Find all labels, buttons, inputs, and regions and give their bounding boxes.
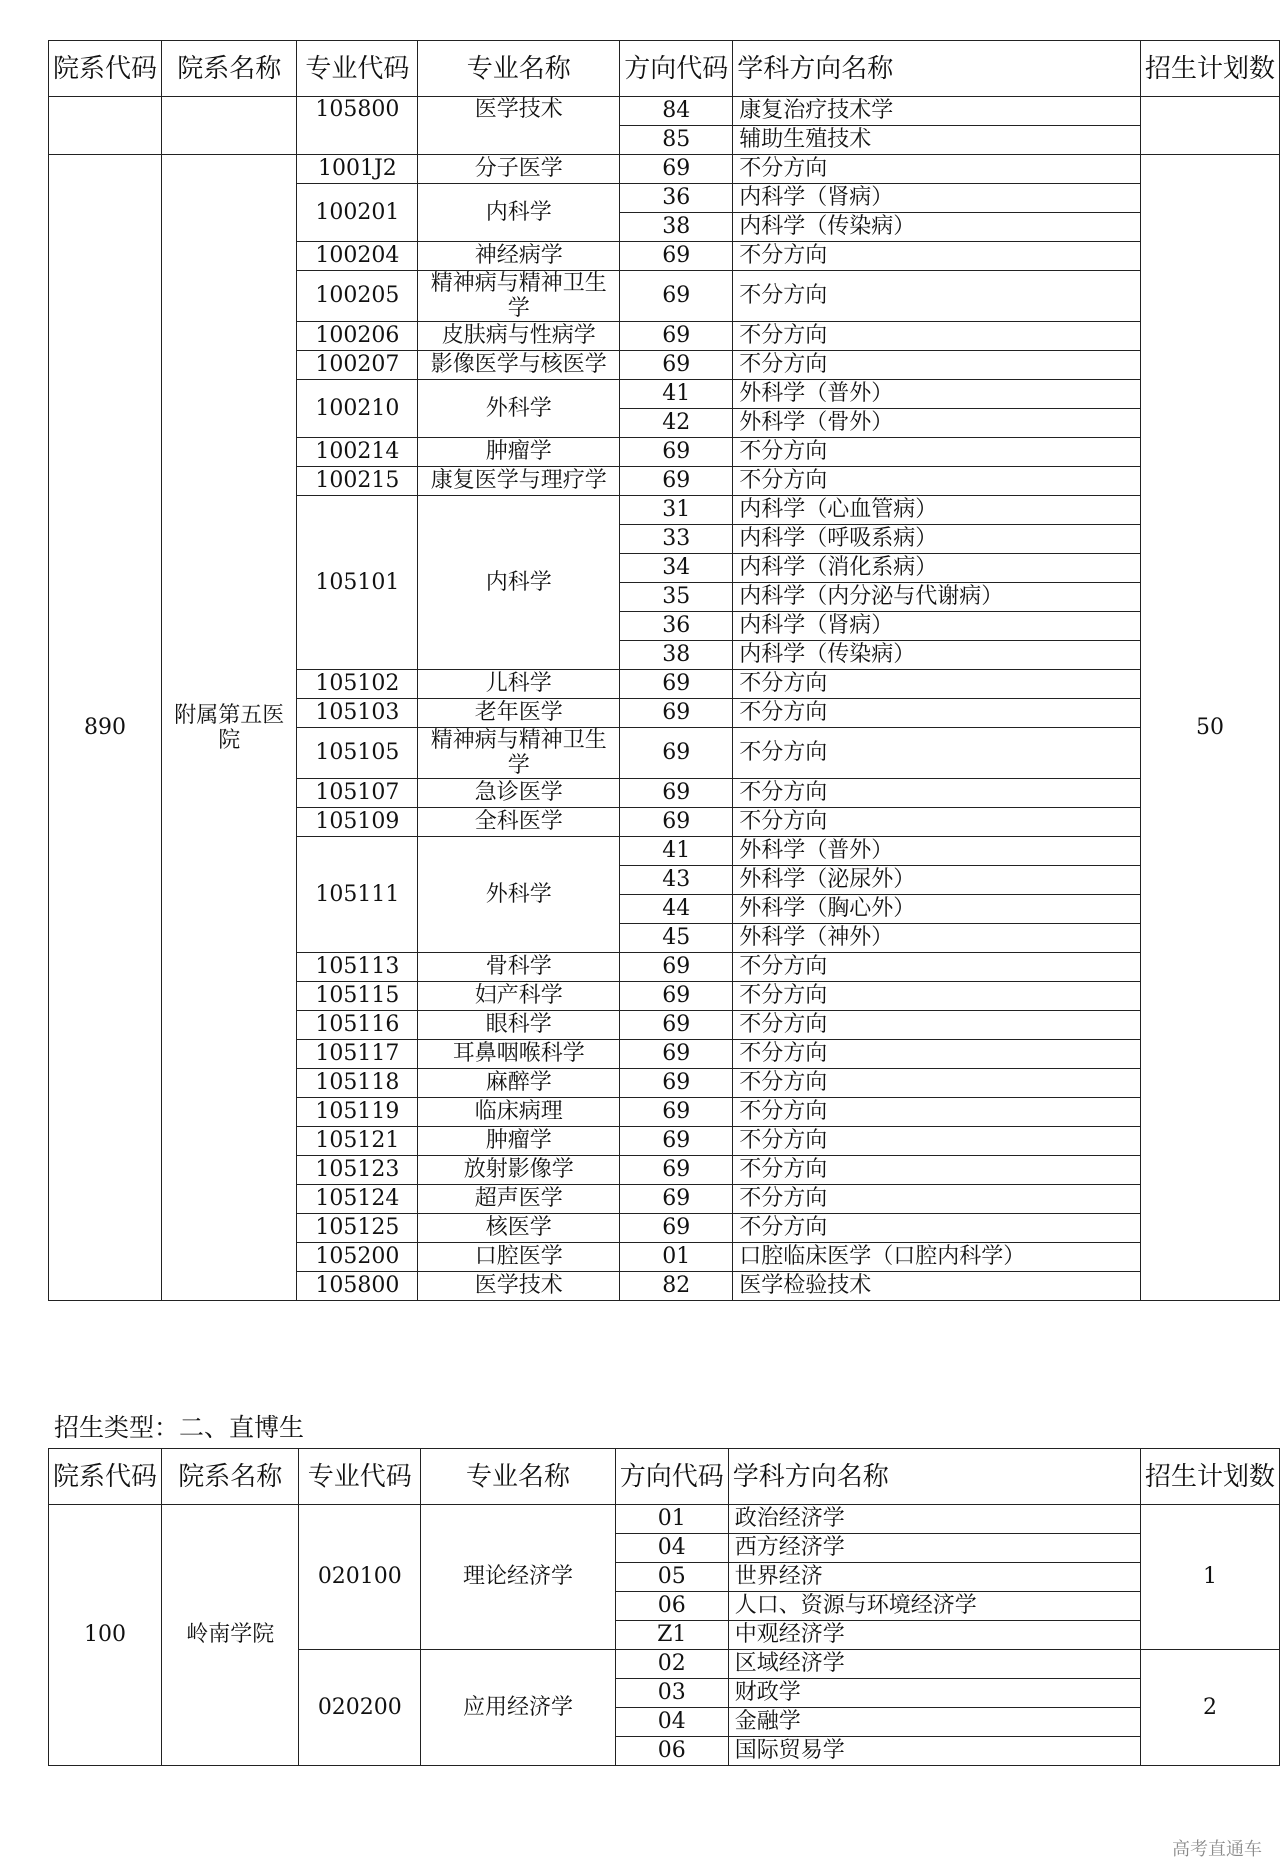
major-name: 急诊医学: [418, 779, 620, 808]
major-name: 皮肤病与性病学: [418, 322, 620, 351]
dir-name: 内科学（传染病）: [733, 641, 1141, 670]
dir-code: 69: [620, 1011, 733, 1040]
header-major-code: 专业代码: [297, 41, 418, 97]
major-code: 105124: [297, 1185, 418, 1214]
major-code: 100215: [297, 467, 418, 496]
table-header-row: [49, 1449, 1280, 1505]
dir-name: 外科学（普外）: [733, 380, 1141, 409]
major-code: 100205: [297, 271, 418, 322]
dir-name: 不分方向: [733, 1040, 1141, 1069]
major-code: 105117: [297, 1040, 418, 1069]
major-name: 肿瘤学: [418, 438, 620, 467]
major-name: 医学技术: [474, 96, 563, 122]
dir-name: 不分方向: [733, 728, 1141, 779]
dir-code: 02: [615, 1650, 728, 1679]
major-name: 老年医学: [418, 699, 620, 728]
major-name: 外科学: [418, 837, 620, 953]
major-name: 内科学: [418, 184, 620, 242]
major-name: 肿瘤学: [418, 1127, 620, 1156]
major-code: 100210: [297, 380, 418, 438]
dir-code: 69: [620, 322, 733, 351]
dir-code: 45: [620, 924, 733, 953]
major-name: 内科学: [418, 496, 620, 670]
major-name: 麻醉学: [418, 1069, 620, 1098]
cont-major-name: [418, 97, 620, 155]
dir-code: 69: [620, 1185, 733, 1214]
page-bottom-margin: [0, 1782, 1280, 1873]
header-dir-code: 方向代码: [615, 1449, 728, 1505]
dir-code: 36: [620, 612, 733, 641]
major-code: 105800: [315, 96, 400, 122]
dir-code: 41: [620, 380, 733, 409]
dir-name: 不分方向: [733, 322, 1141, 351]
major-code: 105101: [297, 496, 418, 670]
dir-name: 不分方向: [733, 242, 1141, 271]
dir-code: 69: [620, 728, 733, 779]
header-dept-name: 院系名称: [162, 1449, 299, 1505]
dir-name: 不分方向: [733, 1098, 1141, 1127]
dir-code: 34: [620, 554, 733, 583]
dir-code: 69: [620, 670, 733, 699]
major-name: 理论经济学: [421, 1505, 616, 1650]
dir-code: 84: [620, 97, 733, 126]
dept-name: 附属第五医院: [162, 155, 297, 1301]
dir-code: 31: [620, 496, 733, 525]
major-name: 外科学: [418, 380, 620, 438]
dir-code: 69: [620, 1214, 733, 1243]
quota: 50: [1140, 155, 1279, 1301]
dir-name: 西方经济学: [728, 1534, 1140, 1563]
dir-name: 内科学（肾病）: [733, 184, 1141, 213]
dir-name: 不分方向: [733, 155, 1141, 184]
dir-name: 不分方向: [733, 953, 1141, 982]
major-code: 105121: [297, 1127, 418, 1156]
dept-code: 890: [49, 155, 162, 1301]
dir-code: 41: [620, 837, 733, 866]
major-code: 100204: [297, 242, 418, 271]
dir-code: 35: [620, 583, 733, 612]
major-code: 105113: [297, 953, 418, 982]
dir-code: 05: [615, 1563, 728, 1592]
major-code: 105109: [297, 808, 418, 837]
major-name: 超声医学: [418, 1185, 620, 1214]
dir-name: 辅助生殖技术: [733, 126, 1141, 155]
table-header-row: [49, 41, 1280, 97]
major-code: 1001J2: [297, 155, 418, 184]
cont-dept-name: [162, 97, 297, 155]
dir-code: 69: [620, 1098, 733, 1127]
dir-code: Z1: [615, 1621, 728, 1650]
major-code: 020100: [299, 1505, 421, 1650]
dir-name: 世界经济: [728, 1563, 1140, 1592]
major-name: 耳鼻咽喉科学: [418, 1040, 620, 1069]
dir-name: 区域经济学: [728, 1650, 1140, 1679]
dir-code: 38: [620, 641, 733, 670]
dir-name: 外科学（骨外）: [733, 409, 1141, 438]
dir-name: 外科学（泌尿外）: [733, 866, 1141, 895]
dir-code: 43: [620, 866, 733, 895]
major-code: 105200: [297, 1243, 418, 1272]
header-major-name: 专业名称: [421, 1449, 616, 1505]
major-code: 105800: [297, 1272, 418, 1301]
dir-name: 外科学（胸心外）: [733, 895, 1141, 924]
dir-name: 不分方向: [733, 1214, 1141, 1243]
dir-code: 69: [620, 1069, 733, 1098]
dir-code: 69: [620, 271, 733, 322]
dept-name: 岭南学院: [162, 1505, 299, 1766]
header-dept-code: 院系代码: [49, 1449, 162, 1505]
major-code: 105111: [297, 837, 418, 953]
dir-name: 不分方向: [733, 808, 1141, 837]
dir-code: 69: [620, 982, 733, 1011]
cont-major-code: [297, 97, 418, 155]
dir-code: 06: [615, 1592, 728, 1621]
dir-code: 69: [620, 467, 733, 496]
major-name: 康复医学与理疗学: [418, 467, 620, 496]
header-dir-code: 方向代码: [620, 41, 733, 97]
table-row: [49, 97, 1280, 126]
header-dir-name: 学科方向名称: [728, 1449, 1140, 1505]
major-name: 精神病与精神卫生学: [418, 728, 620, 779]
dir-code: 69: [620, 155, 733, 184]
major-code: 105123: [297, 1156, 418, 1185]
major-code: 105125: [297, 1214, 418, 1243]
header-dir-name: 学科方向名称: [733, 41, 1141, 97]
dir-name: 财政学: [728, 1679, 1140, 1708]
dir-name: 不分方向: [733, 271, 1141, 322]
major-name: 全科医学: [418, 808, 620, 837]
major-name: 放射影像学: [418, 1156, 620, 1185]
dir-name: 内科学（传染病）: [733, 213, 1141, 242]
major-name: 影像医学与核医学: [418, 351, 620, 380]
dir-code: 01: [615, 1505, 728, 1534]
major-name: 核医学: [418, 1214, 620, 1243]
major-name: 精神病与精神卫生学: [418, 271, 620, 322]
dir-code: 69: [620, 1040, 733, 1069]
dir-name: 康复治疗技术学: [733, 97, 1141, 126]
major-code: 105115: [297, 982, 418, 1011]
major-code: 105107: [297, 779, 418, 808]
major-name: 口腔医学: [418, 1243, 620, 1272]
dir-code: 01: [620, 1243, 733, 1272]
dept-code: 100: [49, 1505, 162, 1766]
major-code: 105118: [297, 1069, 418, 1098]
major-code: 105103: [297, 699, 418, 728]
major-code: 100214: [297, 438, 418, 467]
dir-code: 33: [620, 525, 733, 554]
major-code: 100201: [297, 184, 418, 242]
dir-code: 03: [615, 1679, 728, 1708]
major-code: 105102: [297, 670, 418, 699]
dir-name: 金融学: [728, 1708, 1140, 1737]
dir-code: 69: [620, 779, 733, 808]
dir-code: 69: [620, 1127, 733, 1156]
dir-name: 不分方向: [733, 1011, 1141, 1040]
watermark: 高考直通车: [1172, 1839, 1262, 1860]
dir-name: 中观经济学: [728, 1621, 1140, 1650]
major-code: 100206: [297, 322, 418, 351]
dir-code: 04: [615, 1708, 728, 1737]
table-row: [49, 155, 1280, 184]
major-name: 骨科学: [418, 953, 620, 982]
header-quota: 招生计划数: [1140, 1449, 1279, 1505]
dir-code: 04: [615, 1534, 728, 1563]
dir-name: 不分方向: [733, 438, 1141, 467]
major-name: 妇产科学: [418, 982, 620, 1011]
dir-name: 内科学（消化系病）: [733, 554, 1141, 583]
dir-name: 人口、资源与环境经济学: [728, 1592, 1140, 1621]
dir-name: 政治经济学: [728, 1505, 1140, 1534]
dir-code: 44: [620, 895, 733, 924]
dir-code: 36: [620, 184, 733, 213]
section-heading: 招生类型：二、直博生: [54, 1413, 305, 1442]
header-major-code: 专业代码: [299, 1449, 421, 1505]
dir-name: 医学检验技术: [733, 1272, 1141, 1301]
header-dept-code: 院系代码: [49, 41, 162, 97]
dir-code: 42: [620, 409, 733, 438]
header-dept-name: 院系名称: [162, 41, 297, 97]
major-code: 105119: [297, 1098, 418, 1127]
dir-name: 不分方向: [733, 1185, 1141, 1214]
admissions-table-2: [48, 1448, 1280, 1766]
major-code: 100207: [297, 351, 418, 380]
dir-name: 不分方向: [733, 1069, 1141, 1098]
dir-name: 国际贸易学: [728, 1737, 1140, 1766]
major-code: 105116: [297, 1011, 418, 1040]
quota: 1: [1140, 1505, 1279, 1650]
dir-name: 不分方向: [733, 779, 1141, 808]
dir-code: 82: [620, 1272, 733, 1301]
major-code: 105105: [297, 728, 418, 779]
dir-code: 69: [620, 808, 733, 837]
dir-name: 不分方向: [733, 699, 1141, 728]
header-quota: 招生计划数: [1140, 41, 1279, 97]
dir-code: 85: [620, 126, 733, 155]
major-name: 眼科学: [418, 1011, 620, 1040]
dir-code: 69: [620, 953, 733, 982]
dir-name: 外科学（普外）: [733, 837, 1141, 866]
dir-name: 不分方向: [733, 982, 1141, 1011]
major-name: 分子医学: [418, 155, 620, 184]
dir-code: 69: [620, 438, 733, 467]
dir-name: 口腔临床医学（口腔内科学）: [733, 1243, 1141, 1272]
quota: 2: [1140, 1650, 1279, 1766]
dir-code: 69: [620, 351, 733, 380]
dir-code: 69: [620, 1156, 733, 1185]
major-name: 医学技术: [418, 1272, 620, 1301]
admissions-table-1: [48, 40, 1280, 1301]
major-name: 应用经济学: [421, 1650, 616, 1766]
dir-name: 内科学（内分泌与代谢病）: [733, 583, 1141, 612]
dir-name: 内科学（心血管病）: [733, 496, 1141, 525]
major-name: 神经病学: [418, 242, 620, 271]
dir-name: 不分方向: [733, 670, 1141, 699]
cont-dept-code: [49, 97, 162, 155]
table-row: [49, 1505, 1280, 1534]
dir-code: 38: [620, 213, 733, 242]
dir-name: 内科学（呼吸系病）: [733, 525, 1141, 554]
dir-name: 内科学（肾病）: [733, 612, 1141, 641]
dir-name: 不分方向: [733, 1127, 1141, 1156]
dir-name: 不分方向: [733, 351, 1141, 380]
major-name: 临床病理: [418, 1098, 620, 1127]
dir-code: 69: [620, 242, 733, 271]
cont-quota: [1140, 97, 1279, 155]
header-major-name: 专业名称: [418, 41, 620, 97]
major-name: 儿科学: [418, 670, 620, 699]
dir-name: 外科学（神外）: [733, 924, 1141, 953]
dir-code: 06: [615, 1737, 728, 1766]
major-code: 020200: [299, 1650, 421, 1766]
dir-name: 不分方向: [733, 467, 1141, 496]
dir-code: 69: [620, 699, 733, 728]
dir-name: 不分方向: [733, 1156, 1141, 1185]
